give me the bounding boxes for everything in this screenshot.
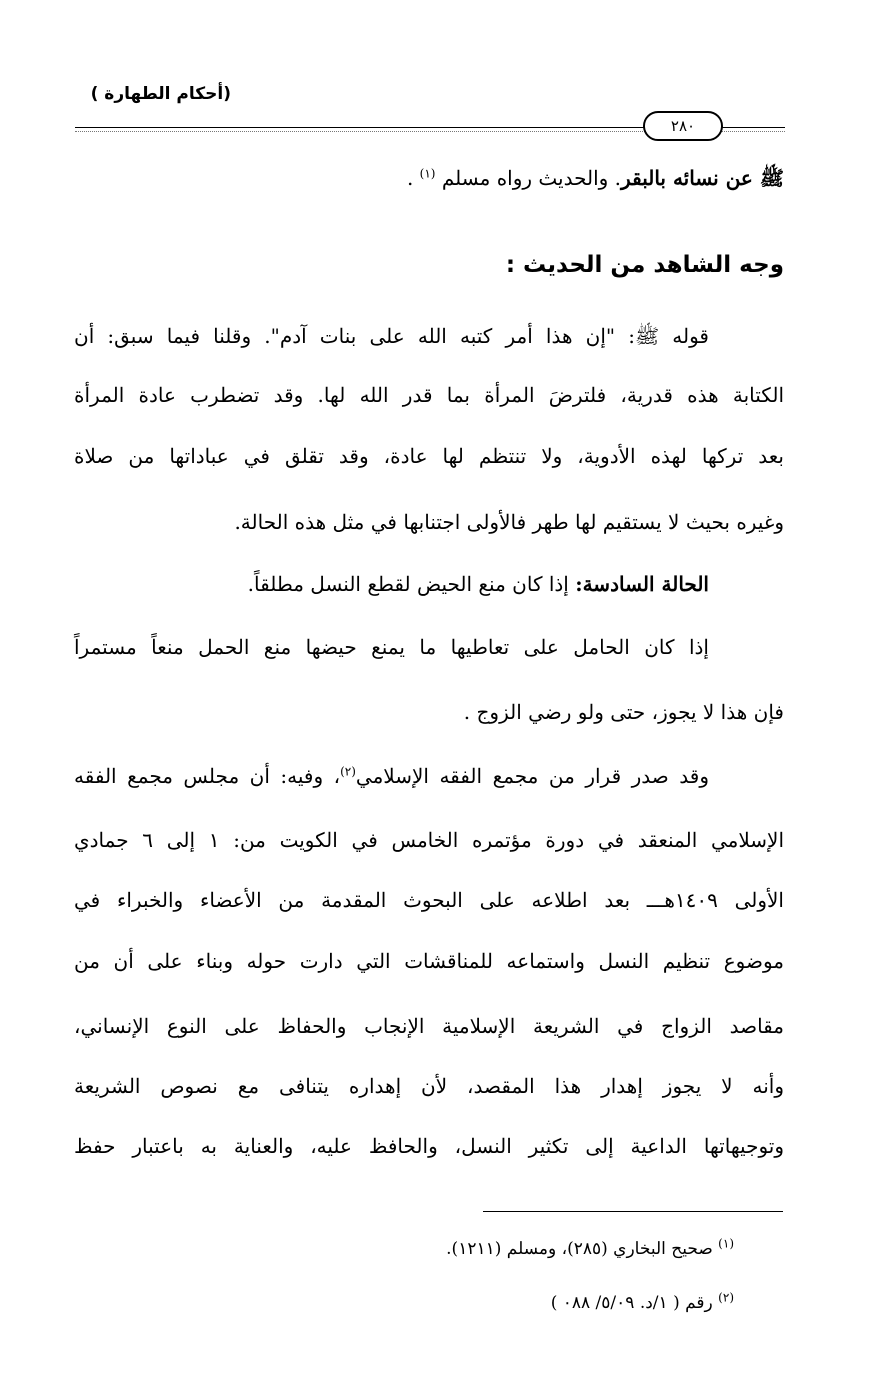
paragraph-1-line-2: الكتابة هذه قدرية، فلترضَ المرأة بما قدر الله لها. وقد تضطرب عادة المرأة (74, 383, 784, 407)
paragraph-3-line-6: وأنه لا يجوز إهدار هذا المقصد، لأن إهداره يتنافى مع نصوص الشريعة (74, 1074, 784, 1098)
paragraph-2-line-2: فإن هذا لا يجوز، حتى ولو رضي الزوج . (463, 700, 784, 724)
paragraph-3-line-1 (74, 761, 709, 791)
case-six-label: الحالة السادسة: (575, 572, 709, 596)
paragraph-3-line-4: موضوع تنظيم النسل واستماعه للمناقشات التي دارت حوله وبناء على أن من (74, 949, 784, 973)
footnote-ref-1: (١) (419, 166, 436, 181)
paragraph-3-line-2: الإسلامي المنعقد في دورة مؤتمره الخامس في الكويت من: ١ إلى ٦ جمادي (74, 828, 784, 852)
book-title: (أحكام الطهارة ) (90, 84, 231, 104)
paragraph-3-line-5: مقاصد الزواج في الشريعة الإسلامية الإنجاب والحفاظ على النوع الإنساني، (74, 1014, 784, 1038)
footnote-1-mark: (١) (718, 1236, 734, 1251)
page-number: ٢٨٠ (643, 111, 723, 141)
paragraph-3-line-7: وتوجيهاتها الداعية إلى تكثير النسل، والحافظ عليه، والعناية به باعتبار حفظ (74, 1134, 784, 1158)
footnote-rule (483, 1211, 783, 1212)
footnote-2 (551, 1290, 734, 1316)
paragraph-3-line-3: الأولى ١٤٠٩هـــ بعد اطلاعه على البحوث المقدمة من الأعضاء والخبراء في (74, 888, 784, 912)
paragraph-1-line-1: قوله ﷺ: "إن هذا أمر كتبه الله على بنات آدم". وقلنا فيما سبق: أن (74, 324, 709, 348)
text-line-1 (74, 163, 784, 193)
p3-line-1-b: ، وفيه: أن مجلس مجمع الفقه (74, 764, 341, 788)
prophet-phrase: ﷺ عن نسائه بالبقر (621, 166, 784, 190)
line-1-end: . (406, 166, 420, 190)
p3-line-1-a: وقد صدر قرار من مجمع الفقه الإسلامي (355, 764, 709, 788)
footnote-2-text: رقم ( ١/د. ٥/٠٩/ ٠٨٨ ) (550, 1293, 719, 1313)
paragraph-1-line-4: وغيره بحيث لا يستقيم لها طهر فالأولى اجتنابها في مثل هذه الحالة. (234, 510, 784, 534)
case-six-text: إذا كان منع الحيض لقطع النسل مطلقاً. (247, 572, 576, 596)
section-heading: وجه الشاهد من الحديث : (505, 252, 784, 278)
footnote-1-text: صحيح البخاري (٢٨٥)، ومسلم (١٢١١). (446, 1239, 719, 1259)
paragraph-2-line-1: إذا كان الحامل على تعاطيها ما يمنع حيضها منع الحمل منعاً مستمراً (74, 635, 709, 659)
paragraph-1-line-3: بعد تركها لهذه الأدوية، ولا تنتظم لها عادة، وقد تقلق في عباداتها من صلاة (74, 444, 784, 468)
line-1-text: . والحديث رواه مسلم (441, 166, 622, 190)
footnote-1 (446, 1236, 734, 1262)
case-six-line (74, 569, 709, 599)
footnote-2-mark: (٢) (718, 1290, 734, 1305)
footnote-ref-2: (٢) (340, 764, 356, 779)
